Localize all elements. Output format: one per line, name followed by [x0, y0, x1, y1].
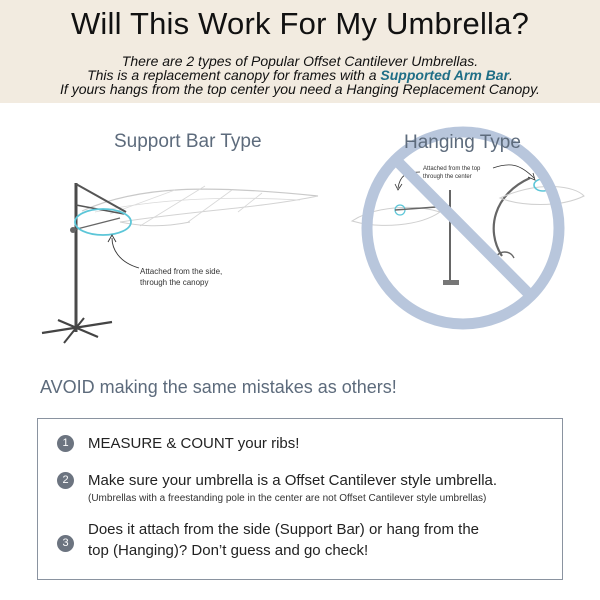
support-bar-caption	[140, 266, 222, 288]
step-3-text-line-2: top (Hanging)? Don’t guess and go check!	[88, 542, 369, 559]
supported-arm-bar-highlight: Supported Arm Bar	[380, 67, 510, 83]
step-2-text: Make sure your umbrella is a Offset Cantilever style umbrella.	[88, 472, 498, 489]
header-banner	[0, 0, 600, 103]
support-bar-caption-line-2: through the canopy	[140, 278, 209, 287]
step-number-1: 1	[57, 435, 74, 452]
checklist-box	[37, 418, 563, 580]
subtitle-line-3: If yours hangs from the top center you need a Hanging Replacement Canopy.	[60, 81, 540, 97]
hanging-umbrella-illustration	[352, 132, 584, 324]
page-title: Will This Work For My Umbrella?	[70, 6, 530, 41]
subtitle-line-1: There are 2 types of Popular Offset Cantilever Umbrellas.	[121, 53, 479, 69]
step-3-text-line-1: Does it attach from the side (Support Bar) or hang from the	[88, 521, 480, 538]
step-number-3: 3	[57, 535, 74, 552]
hanging-caption	[423, 165, 480, 181]
hanging-caption-line-2: through the center	[423, 174, 472, 180]
hanging-caption-line-1: Attached from the top	[423, 166, 481, 172]
support-bar-umbrella-illustration	[42, 183, 318, 343]
step-2-note: (Umbrellas with a freestanding pole in the center are not Offset Cantilever style umbrellas)	[88, 493, 487, 504]
subtitle-line-2-post: .	[509, 67, 513, 83]
subtitle-line-2-pre: This is a replacement canopy for frames with a	[87, 67, 381, 83]
hanging-type-title: Hanging Type	[404, 132, 521, 153]
step-1-text: MEASURE & COUNT your ribs!	[88, 435, 300, 452]
support-bar-caption-line-1: Attached from the side,	[140, 267, 223, 276]
step-number-2: 2	[57, 472, 74, 489]
avoid-heading: AVOID making the same mistakes as others!	[40, 377, 397, 397]
support-bar-type-title: Support Bar Type	[114, 131, 262, 152]
